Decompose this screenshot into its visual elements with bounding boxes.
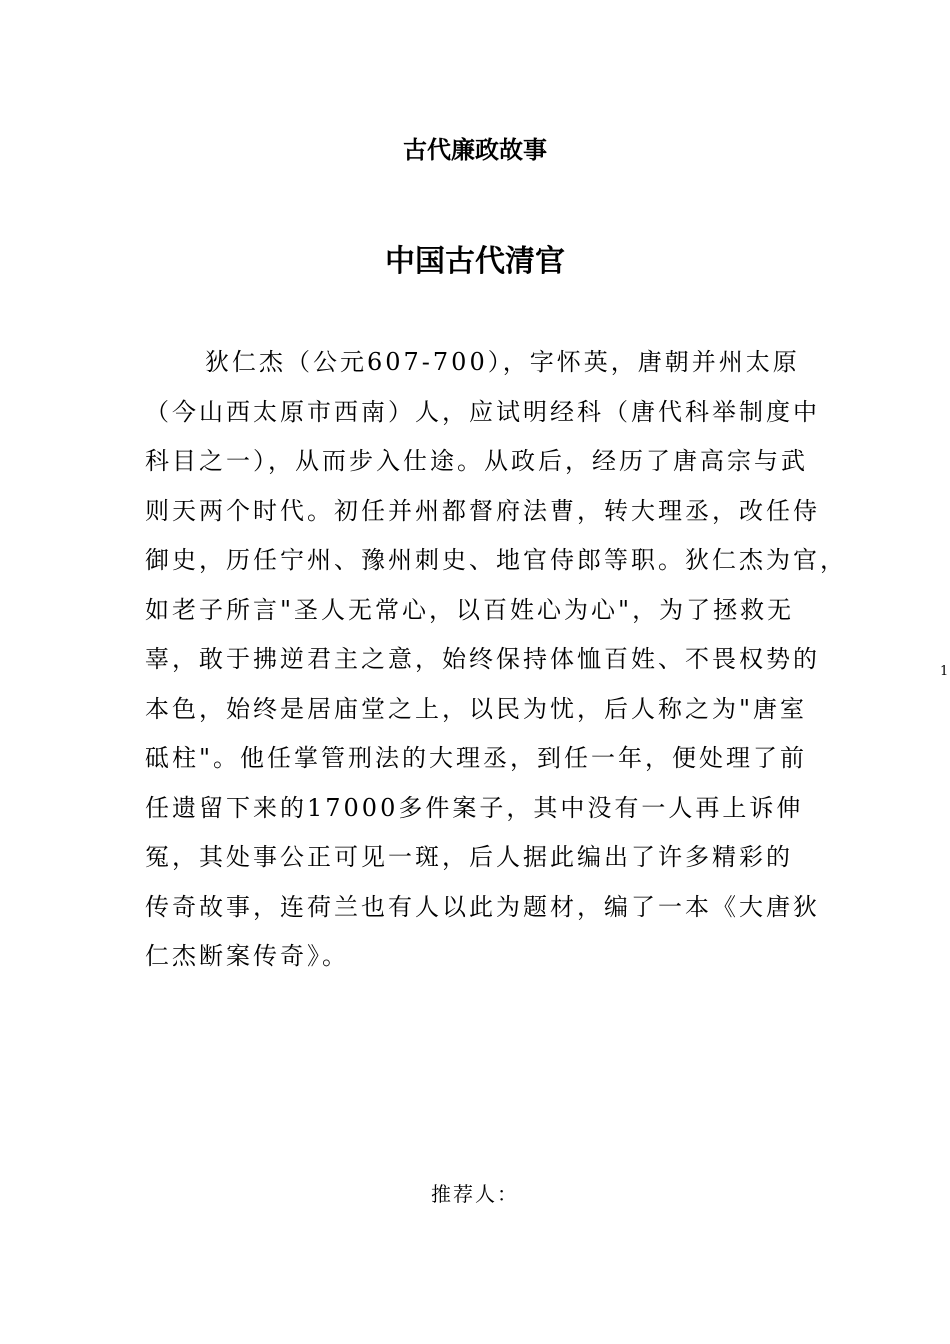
paragraph-line: 则天两个时代。初任并州都督府法曹，转大理丞，改任侍 <box>145 496 820 525</box>
paragraph-line: （今山西太原市西南）人，应试明经科（唐代科举制度中 <box>145 397 820 426</box>
paragraph-line: 如老子所言"圣人无常心，以百姓心为心"，为了拯救无 <box>145 595 795 624</box>
paragraph-line: 本色，始终是居庙堂之上，以民为忧，后人称之为"唐室 <box>145 694 808 723</box>
paragraph-line: 砥柱"。他任掌管刑法的大理丞，到任一年，便处理了前 <box>145 744 808 772</box>
recommender-label: 推荐人： <box>431 1182 519 1206</box>
paragraph-line: 科目之一），从而步入仕途。从政后，经历了唐高宗与武 <box>145 447 808 475</box>
paragraph-line: 辜，敢于拂逆君主之意，始终保持体恤百姓、不畏权势的 <box>145 645 820 673</box>
paragraph-line: 御史，历任宁州、豫州刺史、地官侍郎等职。狄仁杰为官， <box>145 546 847 574</box>
paragraph-line: 狄仁杰（公元607-700），字怀英，唐朝并州太原 <box>205 348 800 376</box>
paragraph-line: 仁杰断案传奇》。 <box>145 942 349 970</box>
paragraph-line: 传奇故事，连荷兰也有人以此为题材，编了一本《大唐狄 <box>145 892 820 921</box>
document-main-title: 中国古代清官 <box>385 244 565 279</box>
paragraph-line: 任遗留下来的17000多件案子，其中没有一人再上诉伸 <box>145 793 804 822</box>
page-number: 1 <box>940 664 949 679</box>
document-header-title: 古代廉政故事 <box>403 136 547 164</box>
story-paragraph <box>145 340 847 984</box>
paragraph-line: 冤，其处事公正可见一斑，后人据此编出了许多精彩的 <box>145 843 793 871</box>
